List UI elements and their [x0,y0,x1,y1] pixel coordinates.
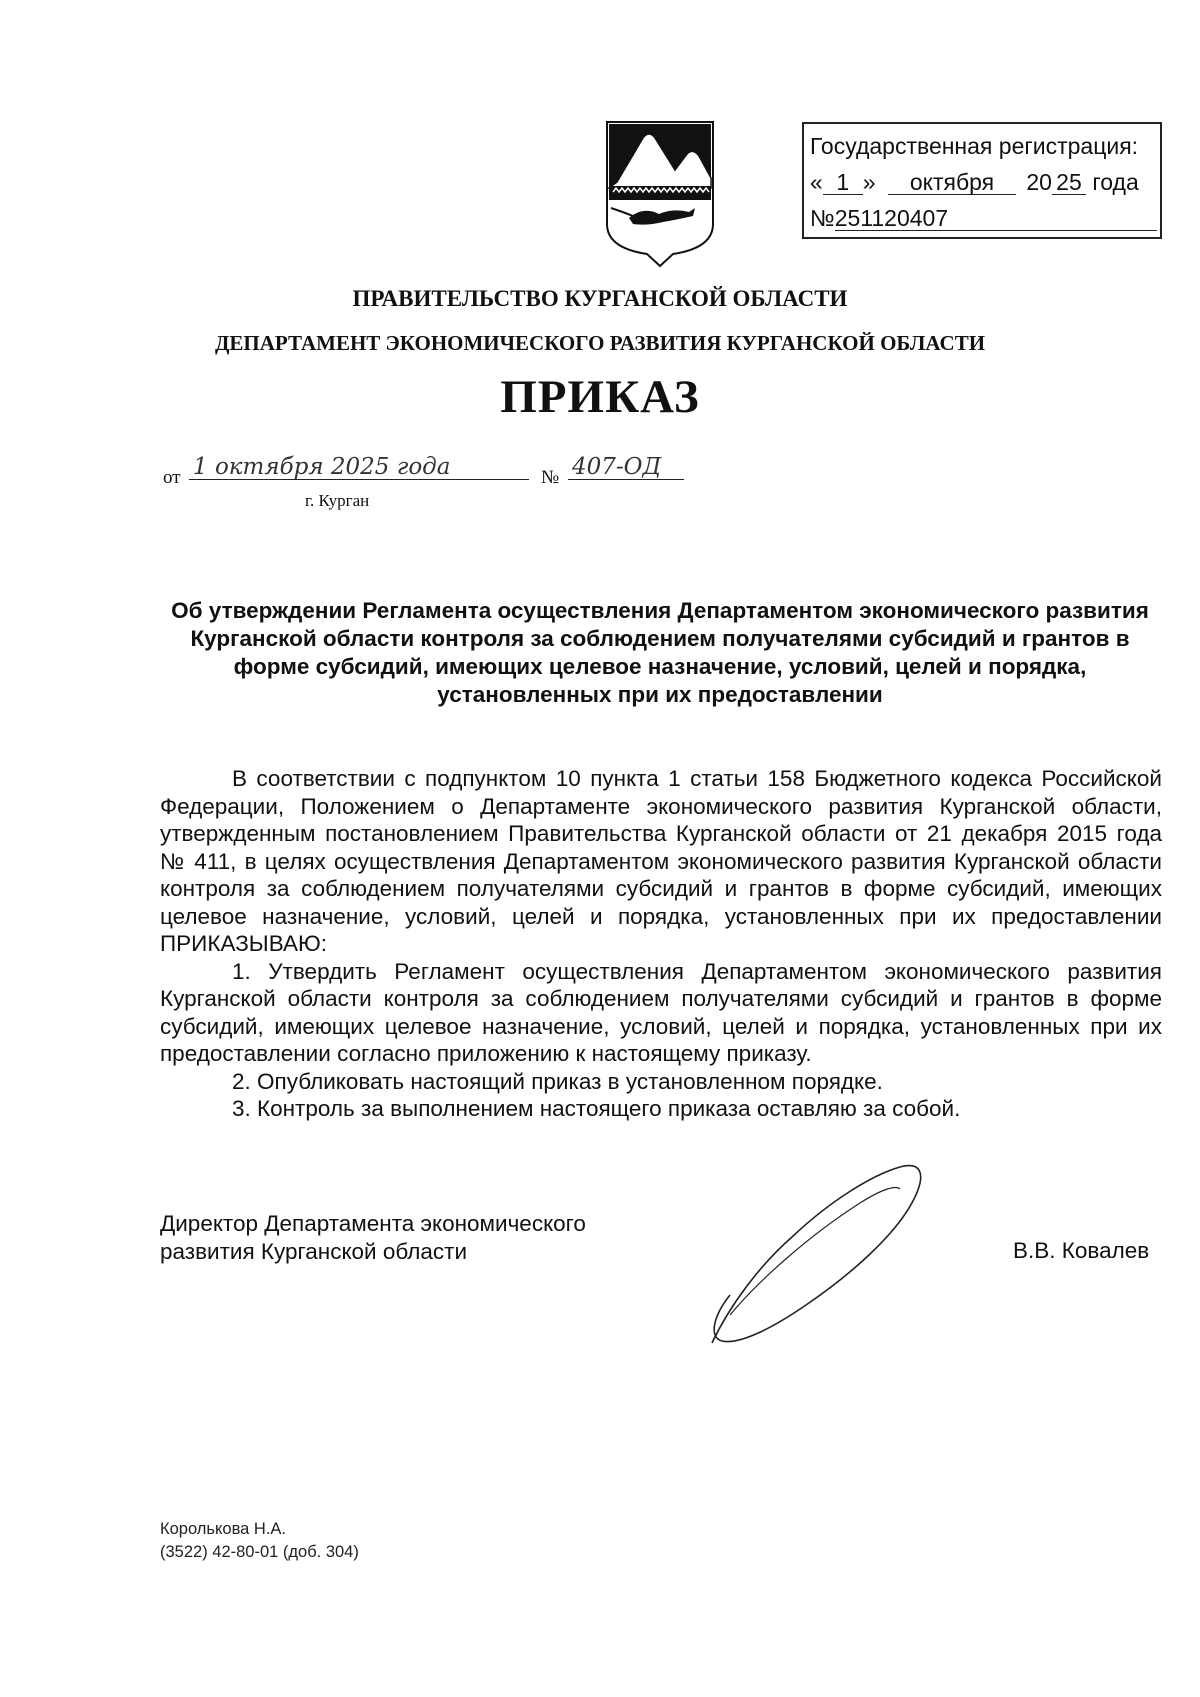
registration-stamp [802,122,1162,239]
handwritten-signature [700,1155,940,1355]
registration-number-prefix: № [810,205,835,231]
order-title: Об утверждении Регламента осуществления Департаментом экономического развития Курганской области контроля за соблюдением получателями субсидий и грантов в форме субсидий, имеющих целевое назначение, условий, целей и порядка, установленных при их предоставлении [171,598,1149,707]
order-item-1: 1. Утвердить Регламент осуществления Департаментом экономического развития Курганской области контроля за соблюдением получателями субсидий и грантов в форме субсидий, имеющих целевое назначение, условий, целей и порядка, установленных при их предоставлении согласно приложению к настоящему приказу. [160,958,1162,1066]
registration-date-line: « 1 » октября 20 25 года [810,169,1139,195]
order-date-handwritten: 1 октября 2025 года [189,455,529,480]
order-from-label: от [163,467,181,488]
registration-number: 251120407 [835,206,1157,231]
registration-day: 1 [823,170,863,195]
registration-year-prefix: 20 [1026,169,1052,195]
registration-year-suffix: 25 [1052,170,1086,195]
signatory-position [160,1210,586,1266]
government-heading: ПРАВИТЕЛЬСТВО КУРГАНСКОЙ ОБЛАСТИ [352,286,848,311]
signatory-name: В.В. Ковалев [1013,1238,1150,1263]
order-preamble: В соответствии с подпунктом 10 пункта 1 статьи 158 Бюджетного кодекса Российской Федерации, Положением о Департаменте экономического развития Курганской области, утвержденным постановлением Правительства Курганской области от 21 декабря 2015 года № 411, в целях осуществления Департаментом экономического развития Курганской области контроля за соблюдением получателями субсидий и грантов в форме субсидий, имеющих целевое назначение, условий, целей и порядка, установленных при их предоставлении ПРИКАЗЫВАЮ: [160,766,1162,956]
order-item-3: 3. Контроль за выполнением настоящего приказа оставляю за собой. [232,1096,961,1121]
coat-of-arms-emblem [603,120,717,268]
order-body [160,765,1162,1123]
executor-info [160,1518,359,1564]
order-date-number-line [163,454,683,510]
department-heading: ДЕПАРТАМЕНТ ЭКОНОМИЧЕСКОГО РАЗВИТИЯ КУРГАНСКОЙ ОБЛАСТИ [214,331,986,355]
registration-year-word: года [1092,169,1139,195]
order-number-handwritten: 407-ОД [568,455,684,480]
order-city: г. Курган [305,491,370,510]
registration-month: октября [888,170,1016,195]
executor-name: Королькова Н.А. [160,1520,287,1538]
order-item-2: 2. Опубликовать настоящий приказ в установленном порядке. [232,1068,883,1094]
signatory-position-line-2: развития Курганской области [160,1239,468,1264]
document-type-heading: ПРИКАЗ [500,371,700,423]
signatory-position-line-1: Директор Департамента экономического [160,1211,586,1236]
registration-number-line [810,200,1160,236]
registration-label: Государственная регистрация: [810,133,1139,159]
executor-phone: (3522) 42-80-01 (доб. 304) [160,1543,359,1561]
order-number-label: № [541,467,560,488]
